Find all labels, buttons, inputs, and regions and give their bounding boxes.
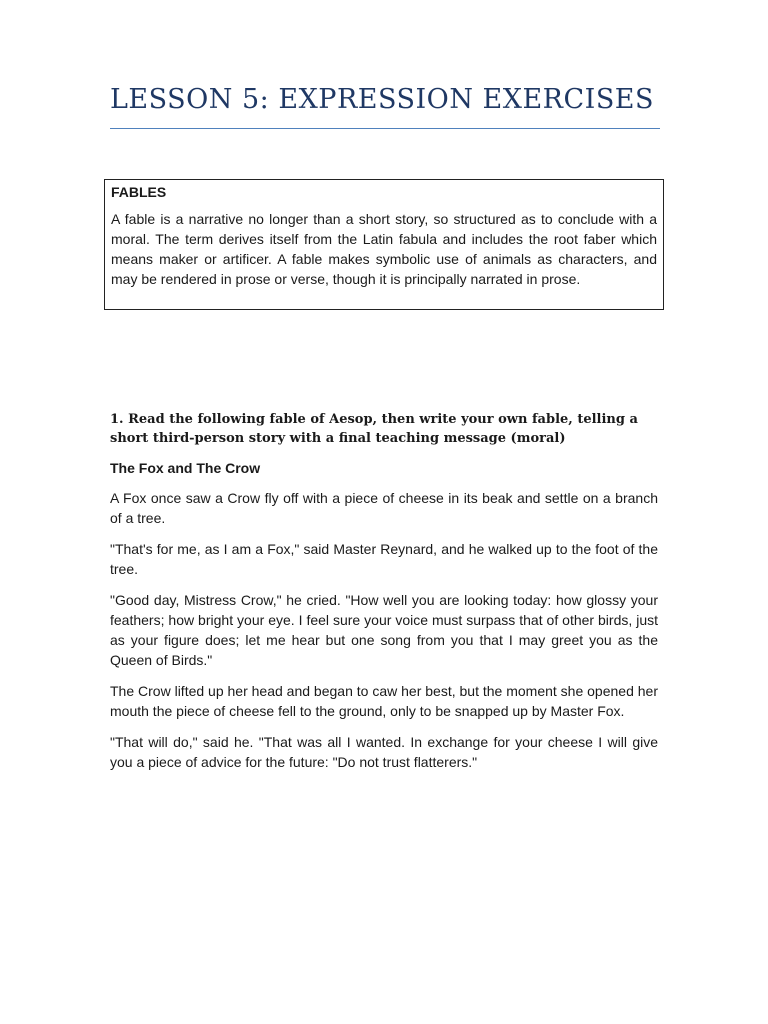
story-paragraph: "Good day, Mistress Crow," he cried. "How well you are looking today: how glossy your feathers; how bright your eye. I feel sure your voice must surpass that of other birds, just as your figure does; let me hear but one song from you that I may greet you as the Queen of Birds." [110, 592, 658, 668]
fables-definition-text: A fable is a narrative no longer than a short story, so structured as to conclude with a moral. The term derives itself from the Latin fabula and includes the root faber which means maker or artificer. A fable makes symbolic use of animals as characters, and may be rendered in prose or verse, though it is principally narrated in prose. [111, 211, 657, 287]
story-paragraph: A Fox once saw a Crow fly off with a piece of cheese in its beak and settle on a branch of a tree. [110, 490, 658, 526]
story-title: The Fox and The Crow [110, 460, 261, 476]
fables-heading: FABLES [111, 184, 167, 200]
story-paragraph: "That's for me, as I am a Fox," said Master Reynard, and he walked up to the foot of the tree. [110, 541, 658, 577]
title-underline [110, 128, 660, 129]
fables-definition-box [104, 179, 664, 310]
exercise-instruction: 1. Read the following fable of Aesop, then write your own fable, telling a short third-person story with a final teaching message (moral) [110, 412, 638, 446]
page-title: LESSON 5: EXPRESSION EXERCISES [110, 84, 655, 115]
story-paragraph: The Crow lifted up her head and began to caw her best, but the moment she opened her mouth the piece of cheese fell to the ground, only to be snapped up by Master Fox. [110, 683, 658, 719]
story-paragraph: "That will do," said he. "That was all I wanted. In exchange for your cheese I will give you a piece of advice for the future: "Do not trust flatterers." [110, 734, 658, 770]
fable-story [110, 458, 658, 783]
